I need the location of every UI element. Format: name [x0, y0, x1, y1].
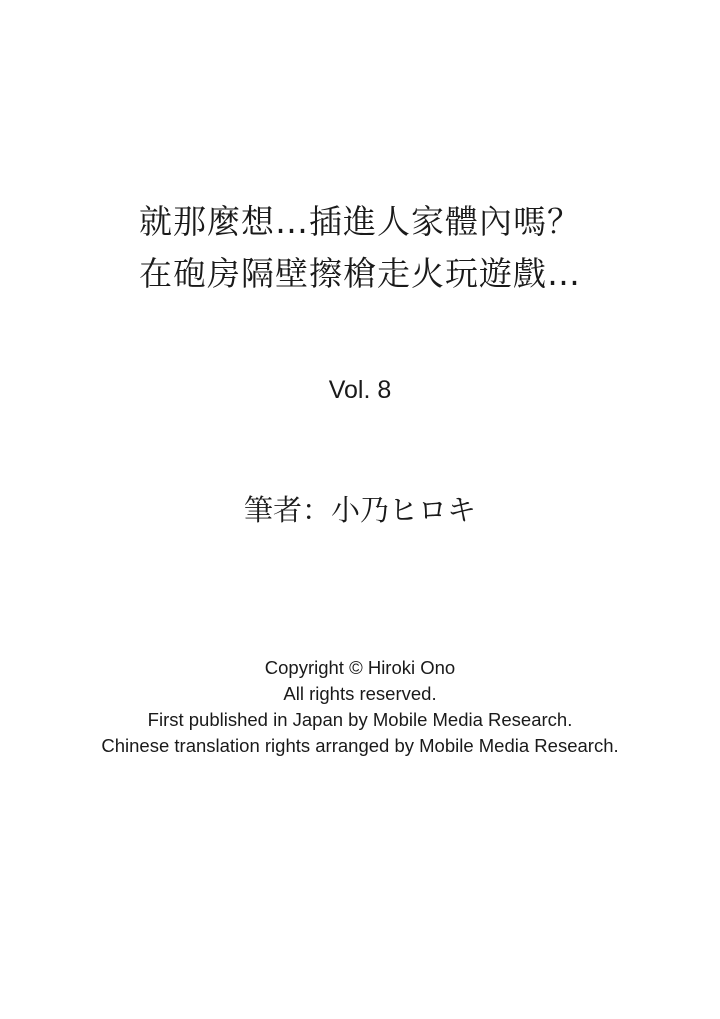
copyright-block — [0, 655, 720, 759]
author-credit: 筆者：小乃ヒロキ — [243, 493, 476, 527]
title-line-2: 在砲房隔壁擦槍走火玩遊戲… — [139, 254, 581, 293]
title-block — [0, 196, 720, 300]
title-line-1: 就那麼想…插進人家體內嗎？ — [139, 202, 581, 241]
copyright-line-3: First published in Japan by Mobile Media Research. — [147, 709, 573, 730]
copyright-line-4: Chinese translation rights arranged by Mobile Media Research. — [101, 735, 619, 756]
copyright-line-1: Copyright © Hiroki Ono — [264, 657, 456, 678]
copyright-line-2: All rights reserved. — [283, 683, 437, 704]
volume-number: Vol. 8 — [328, 376, 392, 404]
